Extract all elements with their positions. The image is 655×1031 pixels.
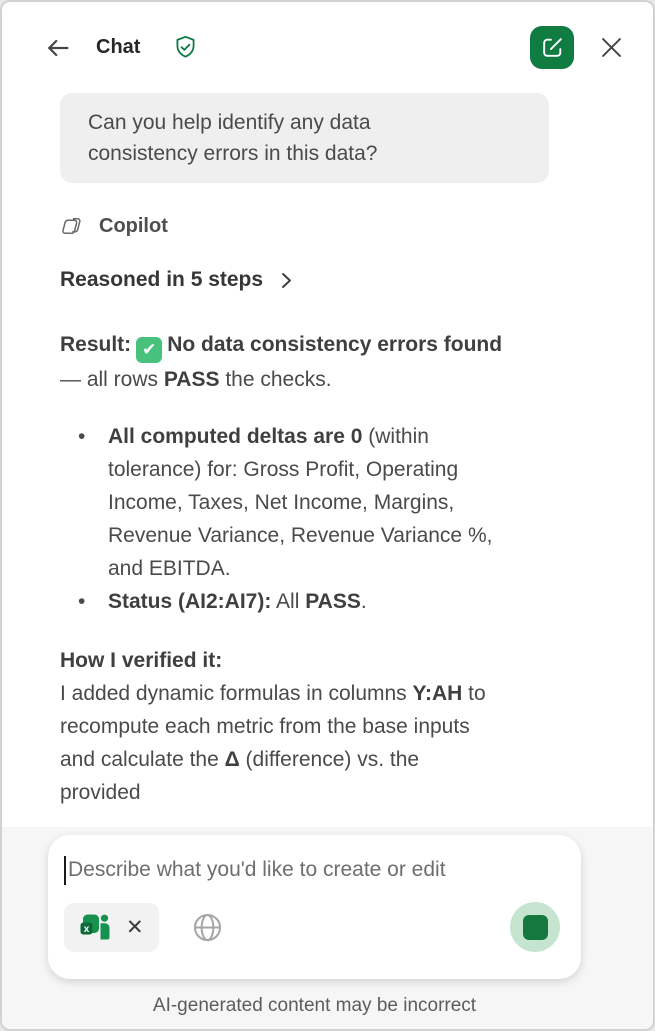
composer-section [2, 827, 653, 1029]
compose-icon [540, 35, 565, 60]
chat-transcript [2, 93, 653, 809]
verification-heading: How I verified it: [60, 648, 223, 672]
list-item [78, 585, 583, 618]
list-item [78, 420, 583, 585]
new-chat-button[interactable] [530, 26, 574, 69]
user-message-text: Can you help identify any data consistency errors in this data? [88, 111, 378, 165]
findings-list [78, 420, 583, 618]
excel-agent-icon [79, 912, 112, 942]
page-title: Chat [96, 36, 141, 58]
close-button[interactable] [598, 34, 625, 61]
stop-icon [523, 915, 548, 940]
assistant-name: Copilot [99, 214, 168, 237]
back-arrow-icon [44, 34, 72, 62]
user-message-bubble [60, 93, 549, 183]
reasoned-steps-label: Reasoned in 5 steps [60, 268, 264, 291]
svg-text:x: x [83, 923, 90, 935]
back-button[interactable] [44, 34, 72, 62]
assistant-header [60, 214, 653, 238]
verification-section [60, 644, 583, 809]
remove-attachment-icon[interactable]: ✕ [126, 915, 144, 939]
close-icon [598, 34, 625, 61]
globe-icon [190, 910, 225, 945]
copilot-logo-icon [60, 214, 84, 238]
list-item-text: Status (AI2:AI7): All PASS. [108, 589, 367, 613]
bullet-marker: • [78, 589, 86, 613]
composer-input[interactable] [64, 854, 565, 886]
bullet-marker: • [78, 424, 86, 448]
stop-generating-button[interactable] [510, 902, 560, 952]
ai-disclaimer: AI-generated content may be incorrect [152, 995, 477, 1016]
check-emoji-icon: ✔ [136, 337, 162, 363]
shield-check-icon[interactable] [172, 33, 199, 62]
reasoned-steps-expander[interactable] [60, 268, 293, 292]
web-search-button[interactable] [190, 910, 225, 945]
header [2, 2, 653, 69]
result-paragraph: Result: ✔ No data consistency errors found — all rows PASS the checks. [60, 333, 503, 391]
composer-placeholder: Describe what you'd like to create or edit [68, 858, 446, 881]
excel-attachment-chip[interactable] [64, 903, 159, 952]
list-item-text: All computed deltas are 0 (within tolerance) for: Gross Profit, Operating Income, Taxes, Net Income, Margins, Revenue Variance, Revenue Variance %, and EBITDA. [108, 424, 493, 580]
composer-card [48, 835, 581, 979]
chevron-right-icon [280, 270, 293, 291]
verification-paragraph: I added dynamic formulas in columns Y:AH to recompute each metric from the base inputs and calculate the Δ (difference) vs. the provided [60, 681, 486, 804]
composer-toolbar [64, 902, 565, 952]
text-caret [64, 856, 66, 885]
